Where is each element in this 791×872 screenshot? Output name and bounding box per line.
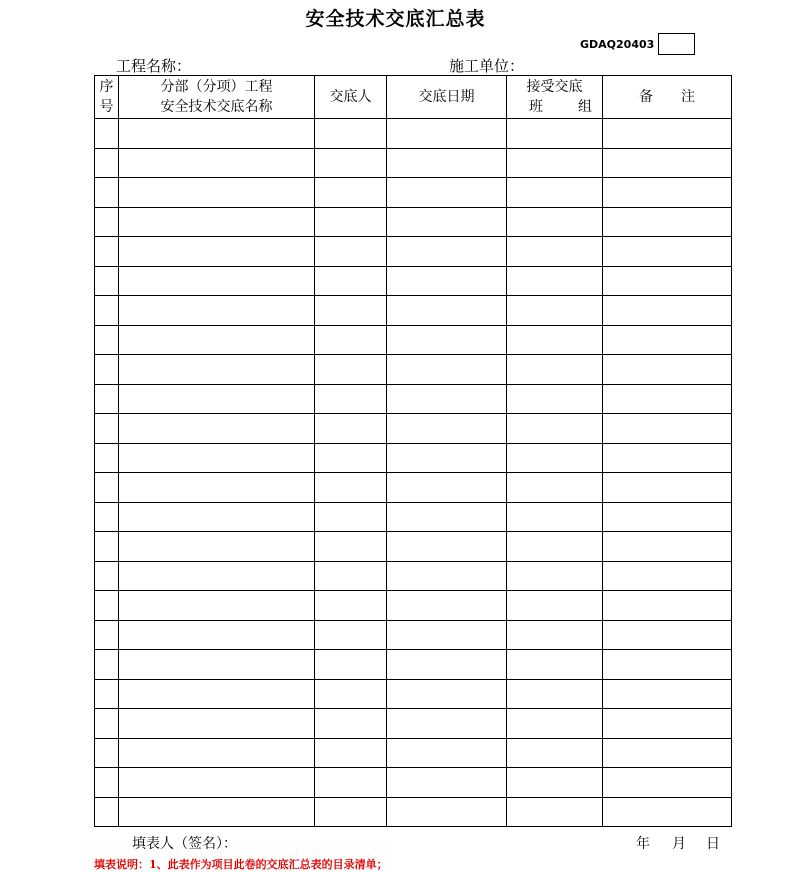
- cell-seq[interactable]: [95, 679, 119, 709]
- header-seq-line2: 号: [99, 99, 114, 115]
- cell-receiver[interactable]: [507, 384, 603, 414]
- table-row: [95, 414, 732, 444]
- cell-date[interactable]: [387, 414, 507, 444]
- cell-giver[interactable]: [315, 355, 387, 385]
- cell-giver[interactable]: [315, 119, 387, 149]
- cell-seq[interactable]: [95, 325, 119, 355]
- cell-giver[interactable]: [315, 650, 387, 680]
- cell-remark[interactable]: [603, 325, 732, 355]
- cell-date[interactable]: [387, 650, 507, 680]
- cell-receiver[interactable]: [507, 148, 603, 178]
- cell-date[interactable]: [387, 355, 507, 385]
- cell-item-name[interactable]: [119, 679, 315, 709]
- table-row: [95, 532, 732, 562]
- fill-instructions: 填表说明：1、此表作为项目此卷的交底汇总表的目录清单；: [94, 858, 388, 871]
- table-row: [95, 119, 732, 149]
- cell-item-name[interactable]: [119, 738, 315, 768]
- table-row: [95, 561, 732, 591]
- cell-remark[interactable]: [603, 561, 732, 591]
- cell-remark[interactable]: [603, 502, 732, 532]
- cell-item-name[interactable]: [119, 119, 315, 149]
- cell-giver[interactable]: [315, 620, 387, 650]
- cell-date[interactable]: [387, 384, 507, 414]
- cell-receiver[interactable]: [507, 797, 603, 827]
- cell-item-name[interactable]: [119, 473, 315, 503]
- table-row: [95, 237, 732, 267]
- cell-giver[interactable]: [315, 237, 387, 267]
- cell-date[interactable]: [387, 768, 507, 798]
- cell-item-name[interactable]: [119, 355, 315, 385]
- cell-receiver[interactable]: [507, 237, 603, 267]
- cell-receiver[interactable]: [507, 266, 603, 296]
- cell-remark[interactable]: [603, 679, 732, 709]
- cell-date[interactable]: [387, 591, 507, 621]
- cell-seq[interactable]: [95, 797, 119, 827]
- header-receiver-zu: 组: [578, 99, 592, 115]
- header-seq: [95, 76, 119, 119]
- cell-item-name[interactable]: [119, 414, 315, 444]
- cell-receiver[interactable]: [507, 473, 603, 503]
- cell-receiver[interactable]: [507, 119, 603, 149]
- cell-seq[interactable]: [95, 473, 119, 503]
- cell-receiver[interactable]: [507, 414, 603, 444]
- cell-receiver[interactable]: [507, 591, 603, 621]
- header-receiver-line2: [507, 97, 602, 117]
- cell-item-name[interactable]: [119, 237, 315, 267]
- header-item-name-line2: 安全技术交底名称: [160, 99, 273, 115]
- cell-item-name[interactable]: [119, 502, 315, 532]
- cell-giver[interactable]: [315, 591, 387, 621]
- cell-receiver[interactable]: [507, 709, 603, 739]
- cell-item-name[interactable]: [119, 620, 315, 650]
- cell-receiver[interactable]: [507, 650, 603, 680]
- cell-date[interactable]: [387, 325, 507, 355]
- cell-seq[interactable]: [95, 237, 119, 267]
- table-row: [95, 709, 732, 739]
- cell-remark[interactable]: [603, 738, 732, 768]
- cell-remark[interactable]: [603, 178, 732, 208]
- cell-remark[interactable]: [603, 532, 732, 562]
- cell-seq[interactable]: [95, 414, 119, 444]
- cell-remark[interactable]: [603, 443, 732, 473]
- cell-giver[interactable]: [315, 679, 387, 709]
- cell-date[interactable]: [387, 119, 507, 149]
- cell-item-name[interactable]: [119, 207, 315, 237]
- header-receiver: [507, 76, 603, 119]
- cell-date[interactable]: [387, 148, 507, 178]
- cell-giver[interactable]: [315, 414, 387, 444]
- cell-remark[interactable]: [603, 237, 732, 267]
- form-code: GDAQ20403: [580, 38, 655, 51]
- table-row: [95, 296, 732, 326]
- header-receiver-ban: 班: [529, 99, 543, 115]
- cell-item-name[interactable]: [119, 384, 315, 414]
- cell-seq[interactable]: [95, 738, 119, 768]
- cell-giver[interactable]: [315, 532, 387, 562]
- cell-seq[interactable]: [95, 384, 119, 414]
- cell-date[interactable]: [387, 296, 507, 326]
- cell-seq[interactable]: [95, 119, 119, 149]
- cell-item-name[interactable]: [119, 325, 315, 355]
- cell-item-name[interactable]: [119, 709, 315, 739]
- table-row: [95, 502, 732, 532]
- cell-receiver[interactable]: [507, 443, 603, 473]
- table-row: [95, 355, 732, 385]
- cell-date[interactable]: [387, 532, 507, 562]
- cell-item-name[interactable]: [119, 178, 315, 208]
- cell-seq[interactable]: [95, 502, 119, 532]
- table-row: [95, 443, 732, 473]
- cell-date[interactable]: [387, 679, 507, 709]
- cell-item-name[interactable]: [119, 591, 315, 621]
- header-giver: 交底人: [315, 76, 387, 119]
- cell-item-name[interactable]: [119, 650, 315, 680]
- cell-item-name[interactable]: [119, 797, 315, 827]
- cell-remark[interactable]: [603, 384, 732, 414]
- cell-remark[interactable]: [603, 119, 732, 149]
- project-name-label: 工程名称：: [116, 57, 192, 75]
- form-code-box[interactable]: [658, 33, 695, 55]
- cell-remark[interactable]: [603, 709, 732, 739]
- cell-date[interactable]: [387, 473, 507, 503]
- cell-remark[interactable]: [603, 207, 732, 237]
- cell-seq[interactable]: [95, 178, 119, 208]
- date-month-label: 月: [672, 836, 686, 852]
- table-row: [95, 591, 732, 621]
- cell-giver[interactable]: [315, 738, 387, 768]
- table-row: [95, 207, 732, 237]
- header-seq-line1: 序: [99, 79, 114, 95]
- cell-item-name[interactable]: [119, 296, 315, 326]
- table-header-row: [95, 76, 732, 119]
- table-row: [95, 738, 732, 768]
- cell-seq[interactable]: [95, 296, 119, 326]
- date-day-label: 日: [706, 836, 720, 852]
- cell-receiver[interactable]: [507, 325, 603, 355]
- table-row: [95, 679, 732, 709]
- cell-receiver[interactable]: [507, 178, 603, 208]
- cell-giver[interactable]: [315, 207, 387, 237]
- header-item-name-line1: 分部（分项）工程: [160, 79, 273, 95]
- cell-remark[interactable]: [603, 266, 732, 296]
- cell-remark[interactable]: [603, 797, 732, 827]
- table-row: [95, 797, 732, 827]
- cell-giver[interactable]: [315, 384, 387, 414]
- summary-table: [94, 75, 732, 827]
- cell-seq[interactable]: [95, 709, 119, 739]
- cell-seq[interactable]: [95, 768, 119, 798]
- cell-date[interactable]: [387, 620, 507, 650]
- header-date: 交底日期: [387, 76, 507, 119]
- table-row: [95, 178, 732, 208]
- table-row: [95, 620, 732, 650]
- cell-remark[interactable]: [603, 650, 732, 680]
- cell-giver[interactable]: [315, 561, 387, 591]
- cell-remark[interactable]: [603, 473, 732, 503]
- construction-unit-label: 施工单位：: [449, 57, 525, 75]
- cell-seq[interactable]: [95, 443, 119, 473]
- cell-seq[interactable]: [95, 148, 119, 178]
- cell-receiver[interactable]: [507, 296, 603, 326]
- cell-date[interactable]: [387, 443, 507, 473]
- cell-remark[interactable]: [603, 591, 732, 621]
- table-row: [95, 768, 732, 798]
- cell-giver[interactable]: [315, 797, 387, 827]
- cell-receiver[interactable]: [507, 768, 603, 798]
- cell-receiver[interactable]: [507, 355, 603, 385]
- cell-date[interactable]: [387, 797, 507, 827]
- cell-giver[interactable]: [315, 443, 387, 473]
- table-row: [95, 148, 732, 178]
- table-row: [95, 473, 732, 503]
- cell-item-name[interactable]: [119, 561, 315, 591]
- cell-date[interactable]: [387, 178, 507, 208]
- cell-date[interactable]: [387, 561, 507, 591]
- cell-seq[interactable]: [95, 620, 119, 650]
- cell-seq[interactable]: [95, 266, 119, 296]
- cell-giver[interactable]: [315, 148, 387, 178]
- cell-remark[interactable]: [603, 768, 732, 798]
- cell-seq[interactable]: [95, 591, 119, 621]
- cell-remark[interactable]: [603, 620, 732, 650]
- cell-receiver[interactable]: [507, 561, 603, 591]
- cell-receiver[interactable]: [507, 207, 603, 237]
- cell-receiver[interactable]: [507, 738, 603, 768]
- date-year-label: 年: [636, 836, 650, 852]
- table-row: [95, 384, 732, 414]
- cell-item-name[interactable]: [119, 266, 315, 296]
- cell-giver[interactable]: [315, 296, 387, 326]
- cell-seq[interactable]: [95, 561, 119, 591]
- filler-signature-label: 填表人（签名）：: [132, 836, 237, 852]
- cell-item-name[interactable]: [119, 532, 315, 562]
- cell-giver[interactable]: [315, 325, 387, 355]
- cell-date[interactable]: [387, 237, 507, 267]
- form-title: 安全技术交底汇总表: [305, 8, 486, 30]
- cell-remark[interactable]: [603, 355, 732, 385]
- header-item-name: [119, 76, 315, 119]
- cell-giver[interactable]: [315, 768, 387, 798]
- cell-receiver[interactable]: [507, 679, 603, 709]
- cell-receiver[interactable]: [507, 532, 603, 562]
- cell-item-name[interactable]: [119, 148, 315, 178]
- cell-item-name[interactable]: [119, 768, 315, 798]
- cell-giver[interactable]: [315, 502, 387, 532]
- cell-seq[interactable]: [95, 532, 119, 562]
- table-row: [95, 650, 732, 680]
- cell-seq[interactable]: [95, 207, 119, 237]
- cell-receiver[interactable]: [507, 502, 603, 532]
- header-receiver-line1: 接受交底: [526, 79, 583, 95]
- cell-receiver[interactable]: [507, 620, 603, 650]
- cell-giver[interactable]: [315, 178, 387, 208]
- cell-date[interactable]: [387, 709, 507, 739]
- cell-seq[interactable]: [95, 355, 119, 385]
- cell-remark[interactable]: [603, 296, 732, 326]
- cell-date[interactable]: [387, 207, 507, 237]
- cell-seq[interactable]: [95, 650, 119, 680]
- cell-remark[interactable]: [603, 148, 732, 178]
- cell-date[interactable]: [387, 502, 507, 532]
- header-remark: 备 注: [603, 76, 732, 119]
- cell-giver[interactable]: [315, 266, 387, 296]
- cell-item-name[interactable]: [119, 443, 315, 473]
- cell-giver[interactable]: [315, 473, 387, 503]
- cell-giver[interactable]: [315, 709, 387, 739]
- cell-remark[interactable]: [603, 414, 732, 444]
- cell-date[interactable]: [387, 738, 507, 768]
- table-row: [95, 325, 732, 355]
- table-row: [95, 266, 732, 296]
- cell-date[interactable]: [387, 266, 507, 296]
